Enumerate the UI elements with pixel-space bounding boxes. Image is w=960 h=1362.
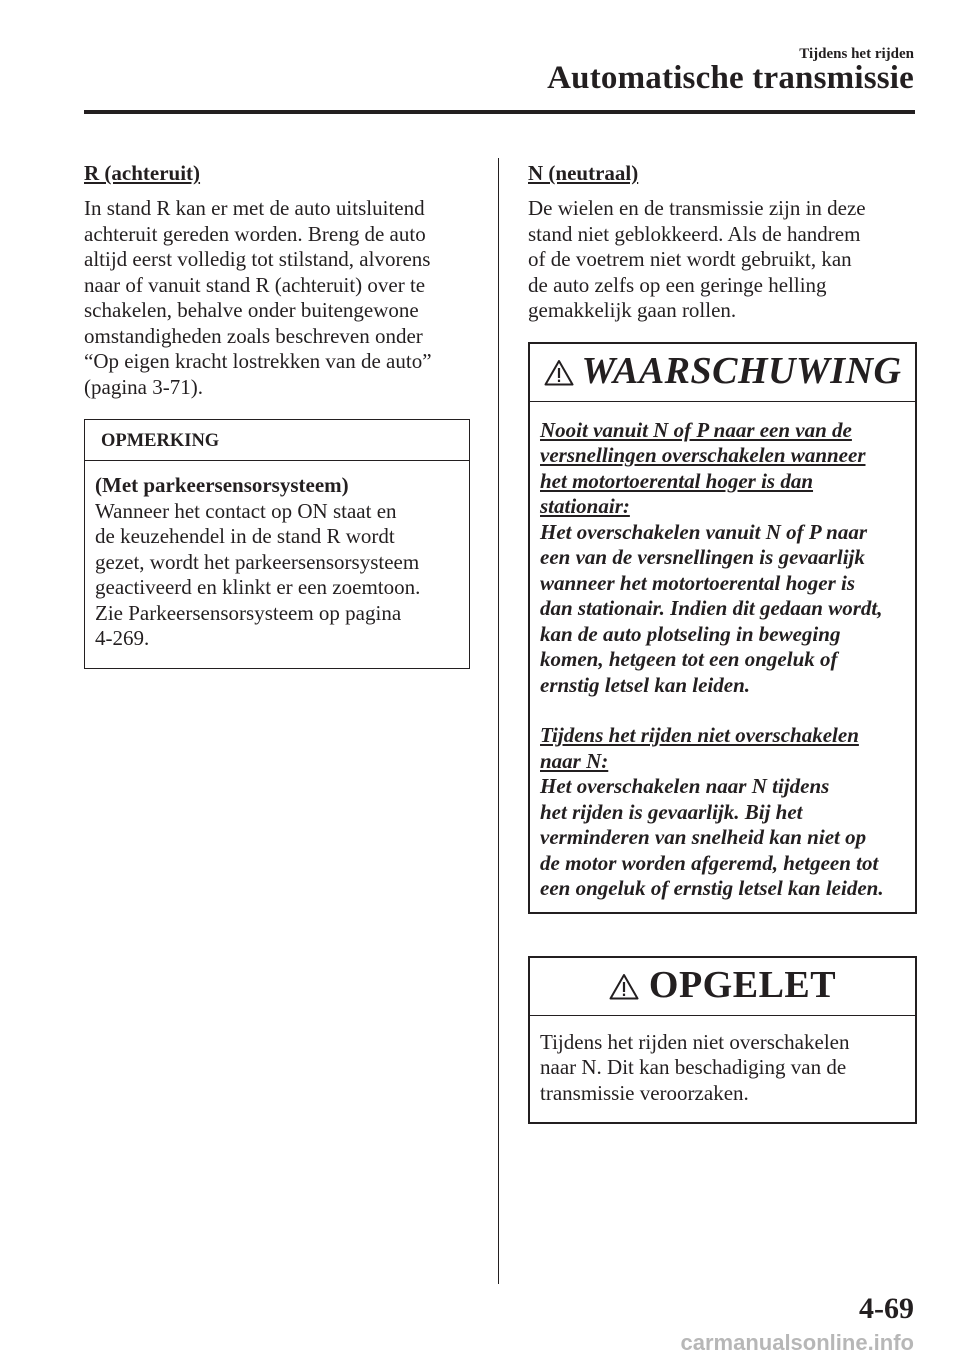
- text-line: gezet, wordt het parkeersensorsysteem: [95, 549, 420, 574]
- watermark-text: carmanualsonline.info: [680, 1330, 914, 1355]
- caution-box: [528, 956, 917, 1125]
- text-line: kan de auto plotseling in beweging: [540, 621, 841, 646]
- text-line: altijd eerst volledig tot stilstand, alvorens: [84, 247, 431, 271]
- text-line: “Op eigen kracht lostrekken van de auto”: [84, 349, 432, 373]
- text-line: (pagina 3-71).: [84, 374, 203, 399]
- text-line: de keuzehendel in de stand R wordt: [95, 524, 395, 548]
- text-line: stand niet geblokkeerd. Als de handrem: [528, 221, 861, 246]
- text-line: een ongeluk of ernstig letsel kan leiden.: [540, 876, 884, 900]
- text-line: of de voetrem niet wordt gebruikt, kan: [528, 247, 852, 271]
- text-line: achteruit gereden worden. Breng de auto: [84, 221, 426, 246]
- text-line: 4-269.: [95, 626, 150, 650]
- text-line: Het overschakelen naar N tijdens: [540, 774, 830, 798]
- warning-triangle-icon: [544, 359, 574, 386]
- warning-subtitle-line: naar N:: [540, 748, 609, 773]
- text-line: Het overschakelen vanuit N of P naar: [540, 519, 868, 544]
- text-line: een van de versnellingen is gevaarlijk: [540, 545, 865, 569]
- note-heading: OPMERKING: [85, 420, 469, 461]
- warning-subtitle-line: versnellingen overschakelen wanneer: [540, 443, 866, 467]
- column-divider: [498, 158, 499, 1284]
- note-body: [85, 461, 469, 668]
- warning-subtitle-line: stationair:: [540, 494, 630, 518]
- text-line: naar of vanuit stand R (achteruit) over te: [84, 272, 426, 297]
- warning-subtitle-line: Tijdens het rijden niet overschakelen: [540, 723, 859, 747]
- note-bold-line: (Met parkeersensorsysteem): [95, 473, 349, 497]
- text-line: komen, hetgeen tot een ongeluk of: [540, 647, 838, 671]
- warning-header: [530, 344, 915, 402]
- caution-heading: OPGELET: [648, 964, 837, 1007]
- text-line: geactiveerd en klinkt er een zoemtoon.: [95, 575, 421, 599]
- text-line: De wielen en de transmissie zijn in deze: [528, 196, 866, 220]
- warning-subtitle-line: Nooit vanuit N of P naar een van de: [540, 417, 852, 442]
- header-subtitle: Tijdens het rijden: [799, 46, 914, 62]
- text-line: dan stationair. Indien dit gedaan wordt,: [540, 596, 883, 620]
- section-title-r: R (achteruit): [84, 161, 201, 185]
- text-line: ernstig letsel kan leiden.: [540, 672, 750, 697]
- n-paragraph: [528, 196, 918, 324]
- text-line: wanneer het motortoerental hoger is: [540, 570, 856, 595]
- header-rule: [84, 110, 915, 114]
- text-line: Wanneer het contact op ON staat en: [95, 498, 397, 523]
- text-line: schakelen, behalve onder buitengewone: [84, 298, 419, 322]
- caution-triangle-icon: [609, 973, 639, 1000]
- warning-heading: WAARSCHUWING: [581, 350, 902, 393]
- text-line: het rijden is gevaarlijk. Bij het: [540, 799, 803, 824]
- left-column: [84, 160, 474, 669]
- note-box: [84, 419, 470, 669]
- text-line: de auto zelfs op een geringe helling: [528, 272, 827, 297]
- text-line: verminderen van snelheid kan niet op: [540, 825, 867, 849]
- caution-header: [530, 958, 915, 1016]
- right-column: [528, 160, 918, 1124]
- text-line: omstandigheden zoals beschreven onder: [84, 323, 423, 348]
- warning-box: [528, 342, 917, 914]
- warning-body: [530, 402, 915, 912]
- text-line: naar N. Dit kan beschadiging van de: [540, 1055, 847, 1079]
- text-line: transmissie veroorzaken.: [540, 1080, 749, 1105]
- text-line: de motor worden afgeremd, hetgeen tot: [540, 850, 879, 875]
- section-title-n: N (neutraal): [528, 161, 639, 185]
- caution-body: [530, 1016, 915, 1123]
- text-line: Tijdens het rijden niet overschakelen: [540, 1029, 850, 1054]
- text-line: Zie Parkeersensorsysteem op pagina: [95, 600, 402, 625]
- r-paragraph: [84, 196, 474, 400]
- header-title: Automatische transmissie: [547, 60, 914, 96]
- text-line: In stand R kan er met de auto uitsluitend: [84, 196, 425, 220]
- warning-subtitle-line: het motortoerental hoger is dan: [540, 468, 814, 493]
- page-number: 4-69: [859, 1292, 914, 1325]
- spacer: [540, 698, 905, 723]
- text-line: gemakkelijk gaan rollen.: [528, 298, 737, 322]
